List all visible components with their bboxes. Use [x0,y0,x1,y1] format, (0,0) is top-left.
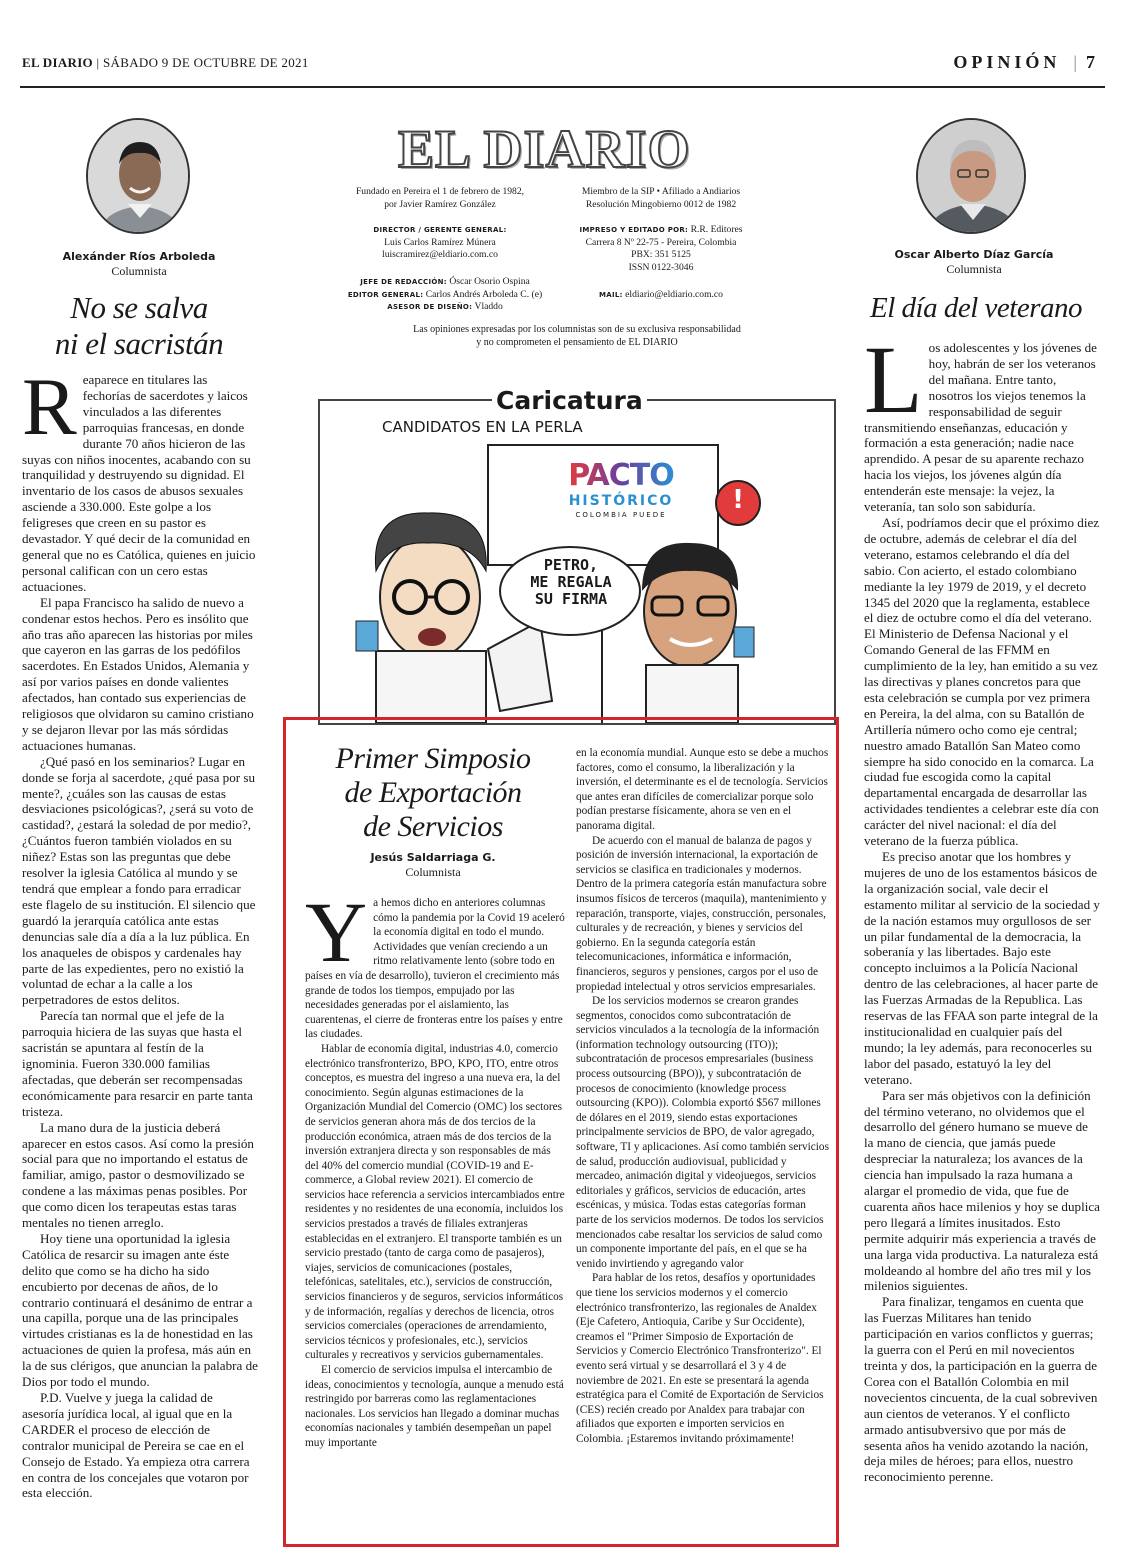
portrait-icon [88,120,190,234]
paragraph: Así, podríamos decir que el próximo diez de octubre, además de celebrar el día del veterano, estamos celebrando el día del sabio. Con acierto, el estado colombiano mediante la ley 1979 de 2019, y el decreto 1345 del 2020 que la reglamenta, establece el diez de octubre como el día del veterano. El Ministerio de Defensa Nacional y el Comando General de las FFMM en cumplimiento de la ley, han emitido a su vez las directivas y planes concretos para que esta celebración se cumpla por vez primera en Pereira, la del alma, con su Batallón de Artillería número ocho como eje central; nuestro amado Batallón San Mateo como siempre ha sido conocido en la comarca. La ciudad fue escogida como la capital departamental encargada de desarrollar las actividades tendientes a celebrar este día con carácter del nivel nacional: el día del veterano de la fuerza pública. [864,514,1100,849]
author-role-right: Columnista [946,262,1002,276]
paragraph: El papa Francisco ha salido de nuevo a condenar estos hechos. Pero es insólito que año tras año aparecen las historias por miles que cayeron en las garras de los pedófilos sacerdotes. En Estados Unidos, Alemania y así por varios países en donde valientes afectados, han contado sus experiencias de religiosos que olvidaron su camino cristiano y se dejaron llevar por las más sórdidas actuaciones humanas. [22,594,254,753]
page-number: 7 [1086,52,1095,72]
paragraph: Para ser más objetivos con la definición del término veterano, no olvidemos que el desarrollo del género humano se mueve de la mano de ciencia, que jamás puede despreciar la naturaleza; los avances de la ciencia han impulsado la raza humana a alargar el promedio de vida, que fue de cuarenta años hace milenios y hoy se duplica pero llegará a límites inusitados. Esto permite adquirir más experiencia a través de una larga vida productiva. La naturaleza está moldeando al hombre del año tres mil y los milenios siguientes. [864,1087,1100,1294]
cartoon-exclaim: ! [732,485,744,515]
cartoon-sign-tagline: COLOMBIA PUEDE [575,511,667,519]
paragraph: P.D. Vuelve y juega la calidad de asesoría jurídica local, al igual que en la CARDER el proceso de elección de contralor municipal de Pereira se cae en el Consejo de Estado. Ya empieza otra carrera en contra de los concejales que votaron por esta elección. [22,1390,250,1501]
paragraph: Hoy tiene una oportunidad la iglesia Católica de resarcir su imagen ante éste delito que como se ha dicho ha sido encubierto por decenas de años, de lo contrario continuará el desánimo de entrar a una capilla, porque una de las principales virtudes cristianas es la de honestidad en las actuaciones de quien la profesa, más aún en la de sus clérigos, que anuncian la palabra de Dios por todo el mundo. [22,1230,258,1390]
cartoon-speech-bubble: PETRO, ME REGALA SU FIRMA [530,556,612,608]
paragraph: ¿Qué pasó en los seminarios? Lugar en donde se forja al sacerdote, ¿qué pasa por su mente?, ¿cuáles son las causas de estas desviaciones psicológicas?, ¿será su voto de castidad?, ¿estará la soledad de por medio?, ¿Cuántos fueron también violados en su niñez? Estas son las preguntas que debe resolver la iglesia Católica al mundo y se tendrá que emplear a fondo para erradicar este flagelo de su institución. El silencio que guardó la jerarquía católica ante estas denuncias sale día a día a la luz pública. En los anaqueles de obispos y cardenales hay parte de las expedientes, pero no existió la voluntad de echar a la calle a los perpetradores de estos delitos. [22,753,256,1008]
headline-right: El día del veterano [870,292,1082,324]
section-name: OPINIÓN [953,52,1061,72]
article-body-right [864,340,1100,1550]
headline-center: Primer Simposio de Exportación de Servicios [335,742,531,843]
paragraph: De acuerdo con el manual de balanza de pagos y posición de inversión internacional, la exportación de servicios se clasifica en tradicionales y modernos. Dentro de la primera categoría están manufactura sobre insumos físicos de terceros (maquila), mantenimiento y reparación, transporte, viajes, construcción, personales, culturales y de recreación, y bienes y servicios del gobierno. En la segunda categoría están telecomunicaciones, informática e información, financieros, seguros y pensiones, cargos por el uso de propiedad intelectual y otros servicios empresariales. [576,834,827,993]
article-body-center-col2 [576,746,830,1536]
paragraph: Para finalizar, tengamos en cuenta que las Fuerzas Militares han tenido participación en varios conflictos y guerras; la guerra con el Perú en mil novecientos treinta y dos, la participación en la guerra de Corea con el Batallón Colombia en mil novecientos cincuenta, de la cual sobreviven aun cientos de veteranos. Y el conflicto armado antisubversivo que por más de sesenta años ha venido azotando la nación, deja miles de héroes; para ellos, nuestro reconocimiento perenne. [864,1294,1098,1485]
masthead-member: Miembro de la SIP • Afiliado a Andiarios Resolución Mingobierno 0012 de 1982 [581,186,741,210]
paragraph: Ya hemos dicho en anteriores columnas cómo la pandemia por la Covid 19 aceleró la economía digital en todo el mundo. Actividades que venían creciendo a un ritmo relativamente lento (sobre todo en países en vía de desarrollo), tuvieron el crecimiento más grande de todos los tiempos, empujado por las necesidades generadas por el aislamiento, las cuarentenas, el cierre de fronteras entre los países y entre las ciudades. [305,896,565,1041]
paragraph: Reaparece en titulares las fechorías de sacerdotes y laicos vinculados a las diferentes parroquias francesas, en donde durante 70 años hicieron de las suyas con niños inocentes, acabando con su tranquilidad y destruyendo su dignidad. El inventario de los casos de abusos sexuales asciende a 330.000. Este golpe a los feligreses que creen en su pastor es devastador. Y qué decir de la comunidad en general que no es Católica, quienes en juicio personal califican con un cero estas actuaciones. [22,372,256,594]
paragraph: De los servicios modernos se crearon grandes segmentos, conocidos como subcontratación de servicios vinculados a la tecnología de la información (information technology outsourcing (ITO)); subcontratación de procesos empresariales (business process outsourcing (BPO)), y subcontratación de procesos de conocimiento (knowledge process outsourcing (KPO)). Colombia exportó $567 millones de dólares en el 2019, siendo estas exportaciones principalmente servicios de BPO, de valor agregado, software, TI y aplicaciones. Así como también servicios de salud, producción audiovisual, publicidad y mercadeo, animación digital y videojuegos, servicios editoriales y gráficos, servicios de educación, artes escénicas, y música. Todas estas categorías forman parte de los servicios modernos. De todos los servicios mencionados cabe resaltar los servicios de salud como un componente importante del país, en el que se ha venido invirtiendo y agregando valor [576,995,829,1270]
paragraph: El comercio de servicios impulsa el intercambio de ideas, conocimientos y tecnología, aunque a menudo está restringido por barreras como las reglamentaciones nacionales. Los servicios han llegado a dominar muchas economías nacionales y también desempeñan un papel muy importante [305,1364,564,1449]
drop-cap: R [22,372,77,452]
masthead-printer: IMPRESO Y EDITADO POR: R.R. Editores Carrera 8 Nº 22-75 - Pereira, Colombia PBX: 351 5125 ISSN 0122-3046 [579,224,743,273]
paragraph: Los adolescentes y los jóvenes de hoy, habrán de ser los veteranos del mañana. Entre tanto, nosotros los viejos tenemos la responsabilidad de seguir transmitiendo enseñanzas, educación y formación a esta generación; nadie nace aprendido. A pesar de su aparente rechazo hacia los viejos, los jóvenes algún día entenderán este mensaje: la vejez, la veteranía, tan solo son sabiduría. [864,340,1097,515]
author-name-center: Jesús Saldarriaga G. [370,851,496,864]
paragraph: Parecía tan normal que el jefe de la parroquia hiciera de las suyas que hasta el sacristán se apuntara al festín de la ignominia. Fueron 330.000 familias afectadas, que deberán ser recompensadas económicamente para resarcir en parte tanta tristeza. [22,1008,253,1119]
issue-date: SÁBADO 9 DE OCTUBRE DE 2021 [103,55,309,70]
paragraph: La mano dura de la justicia deberá aparecer en estos casos. Así como la presión social para que no importando el estatus de familiar, amigo, pastor o desmovilizado se condene a las máximas penas posibles. Por que como dicen los terapeutas estas taras mentales no tienen arreglo. [22,1119,254,1231]
article-body-center-col1 [305,896,565,1536]
headline-left-line1: No se salva [70,290,208,325]
article-body-left [22,372,258,1552]
author-photo-right [916,118,1026,234]
header-separator: | [96,55,103,70]
author-photo-left [86,118,190,234]
paragraph: Hablar de economía digital, industrias 4.0, comercio electrónico transfronterizo, BPO, KPO, ITO, entre otros conceptos, es muestra del ingreso a una nueva era, la del conocimiento. Según algunas estimaciones de la Organización Mundial del Comercio (OMC) los sectores de servicios generan ahora más de dos tercios de la producción económica, atraen más de dos tercios de la inversión extranjera directa y son responsables de más del 40% del comercio mundial (COVID-19 and E-commerce, a Global review 2021). El comercio de servicios hace referencia a servicios intercambiados entre residentes y no residentes de una economía, incluidos los servicios prestados a través de filiales extranjeras establecidas en el extranjero. El transporte también es un servicio prestado (tanto de carga como de pasajeros), viajes, servicios de comunicaciones (postales, telefónicas, satelitales, etc.), servicios de construcción, servicios financieros y de seguros, servicios informáticos y de información, regalías y derechos de licencia, otros servicios comerciales (operaciones de arrendamiento, servicios técnicos y profesionales, etc.), servicios culturales y recreativos y servicios gubernamentales. [305,1042,565,1362]
author-name-left: Alexánder Ríos Arboleda [62,250,216,263]
headline-left-line2: ni el sacristán [54,326,224,361]
header-separator-right: | [1068,52,1086,72]
portrait-icon [918,120,1026,234]
paper-name: EL DIARIO [22,55,93,70]
masthead-director: DIRECTOR / GERENTE GENERAL: Luis Carlos Ramírez Múnera luiscramirez@eldiario.com.co [373,226,507,261]
masthead-disclaimer: Las opiniones expresadas por los columnistas son de su exclusiva responsabilidad y no comprometen el pensamiento de EL DIARIO [413,324,741,348]
cartoon-heading: Caricatura [492,386,647,415]
drop-cap: Y [305,896,368,980]
paragraph: en la economía mundial. Aunque esto se debe a muchos factores, como el consumo, la liberalización y la inversión, el determinante es el de tecnología. Servicios que antes eran difíciles de comercializar porque solo podían prestarse físicamente, ahora se ven en el panorama digital. [576,747,829,832]
author-role-center: Columnista [405,865,461,879]
cartoon-frame [318,399,836,725]
headline-left [24,290,254,362]
paragraph: Es preciso anotar que los hombres y mujeres de uno de los estamentos básicos de la organización social, vale decir el estamento militar al servicio de la sociedad y de la nación estamos muy orgullosos de ser un pilar fundamental de la democracia, la soberanía y las libertades. Bajo este concepto incluimos a la Policía Nacional dentro de las celebraciones, al hacer parte de las Fuerzas Armadas de la Republica. Las reservas de las FFAA son parte integral de la institucionalidad en cualquier país del mundo; la ley además, para reconocerles su labor del pasado, estatuyó la ley del veterano. [864,849,1100,1087]
header-rule [20,86,1105,88]
masthead-mail: MAIL: eldiario@eldiario.com.co [599,289,723,300]
author-name-right: Oscar Alberto Díaz García [894,248,1054,261]
masthead-editors: JEFE DE REDACCIÓN: Óscar Osorio Ospina EDITOR GENERAL: Carlos Andrés Arboleda C. (e) ASESOR DE DISEÑO: Vladdo [347,276,543,313]
cartoon-sign-subtitle: HISTÓRICO [568,493,674,509]
author-role-left: Columnista [111,264,167,278]
drop-cap: L [864,340,923,433]
page-header-right [953,52,1095,73]
cartoon-sign-title: PACTO [568,458,674,493]
masthead-logo: EL DIARIO [398,119,691,179]
masthead-founded: Fundado en Pereira el 1 de febrero de 1982, por Javier Ramírez González [355,186,525,210]
cartoon-caption: CANDIDATOS EN LA PERLA [382,418,583,436]
paragraph: Para hablar de los retos, desafíos y oportunidades que tiene los servicios modernos y el comercio electrónico transfronterizo, las regionales de Analdex (Eje Cafetero, Antioquia, Caribe y Sur Occidente), creamos el "Primer Simposio de Exportación de Servicios y Comercio Electrónico Transfronterizo". El evento será virtual y se desarrollará el 3 y 4 de noviembre de 2021. En este se presentará la agenda estratégica para el Comité de Exportación de Servicios (CES) recién creado por Analdex para trabajar con afiliados que exporten e importen servicios en Colombia. ¡Estaremos invitando próximamente! [576,1272,824,1445]
page-header-left [22,55,309,71]
